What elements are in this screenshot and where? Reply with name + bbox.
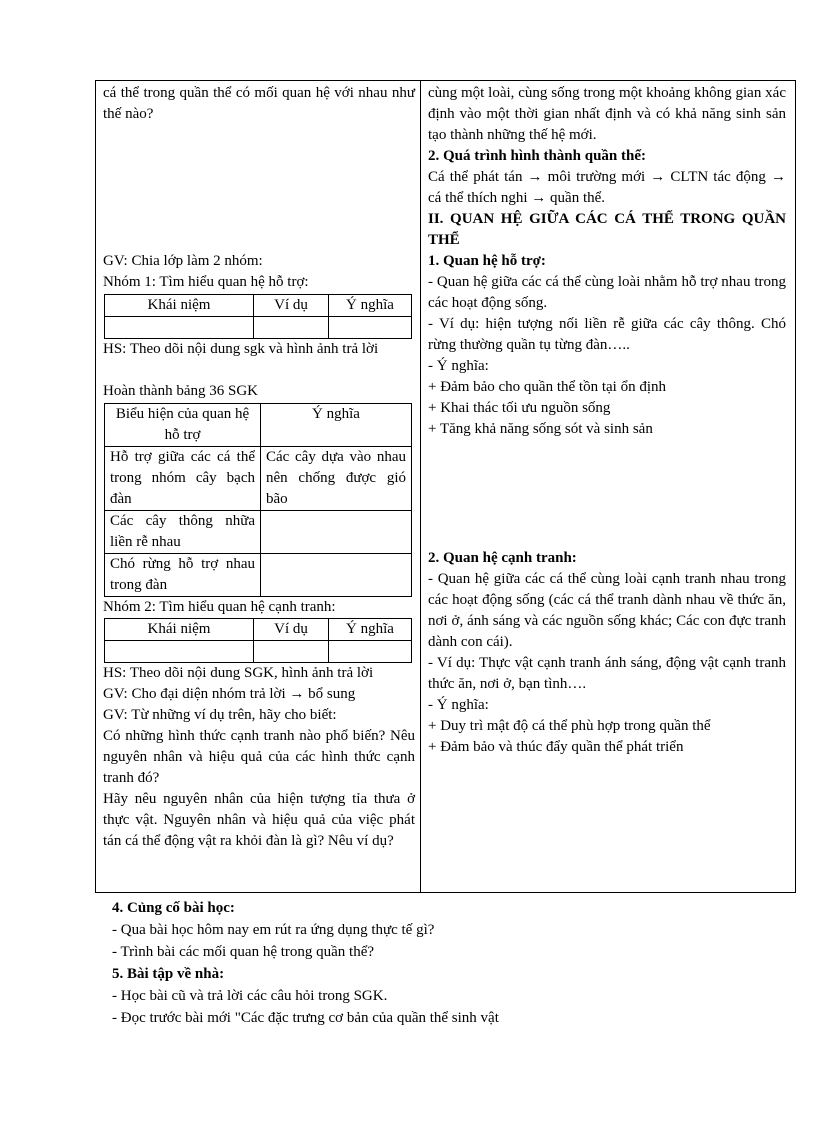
complete-table-text: Hoàn thành bảng 36 SGK xyxy=(103,383,258,399)
concept-table-2 xyxy=(104,618,412,663)
section-ii-heading: II. QUAN HỆ GIỮA CÁC CÁ THỂ TRONG QUẦN THỂ xyxy=(428,211,786,248)
gv2-text: GV: Cho đại diện nhóm trả lời → bổ sung xyxy=(103,686,356,702)
population-definition-text: cùng một loài, cùng sống trong một khoảng không gian xác định vào một thời gian nhất định và có khả năng sinh sản tạo thành những thế hệ mới. xyxy=(428,85,786,143)
group1-title: Nhóm 1: Tìm hiểu quan hệ hỗ trợ: xyxy=(103,274,309,290)
support-row1-meaning: Các cây dựa vào nhau nên chống được gió bão xyxy=(261,447,412,511)
support-row2-meaning xyxy=(261,511,412,554)
support-header-expression: Biểu hiện của quan hệ hỗ trợ xyxy=(105,404,261,447)
compete-example: - Ví dụ: Thực vật cạnh tranh ánh sáng, động vật cạnh tranh thức ăn, nơi ở, bạn tình…. xyxy=(428,655,786,692)
formation-heading: 2. Quá trình hình thành quần thể: xyxy=(428,148,646,164)
support-meaning-3: + Tăng khả năng sống sót và sinh sản xyxy=(428,421,653,437)
compete-meaning-2: + Đảm bảo và thúc đẩy quần thể phát triển xyxy=(428,739,684,755)
support-table xyxy=(104,403,412,597)
group2-title: Nhóm 2: Tìm hiểu quan hệ cạnh tranh: xyxy=(103,599,336,615)
support-meaning-1: + Đảm bảo cho quần thể tồn tại ổn định xyxy=(428,379,666,395)
consolidation-heading: 4. Củng cố bài học: xyxy=(112,900,235,916)
support-meaning-label: - Ý nghĩa: xyxy=(428,358,489,374)
header-meaning: Ý nghĩa xyxy=(329,295,412,317)
header-concept-2: Khái niệm xyxy=(105,619,254,641)
hs2-text: HS: Theo dõi nội dung SGK, hình ảnh trả lời xyxy=(103,665,374,681)
support-definition: - Quan hệ giữa các cá thể cùng loài nhằm hỗ trợ nhau trong các hoạt động sống. xyxy=(428,274,786,311)
homework-item-2: - Đọc trước bài mới "Các đặc trưng cơ bản của quần thể sinh vật xyxy=(112,1010,499,1026)
header-example-2: Ví dụ xyxy=(254,619,329,641)
compete-heading: 2. Quan hệ cạnh tranh: xyxy=(428,550,577,566)
header-meaning-2: Ý nghĩa xyxy=(329,619,412,641)
support-heading: 1. Quan hệ hỗ trợ: xyxy=(428,253,546,269)
formation-text: Cá thể phát tán → môi trường mới → CLTN tác động → cá thể thích nghi → quần thể. xyxy=(428,169,786,206)
support-header-meaning: Ý nghĩa xyxy=(261,404,412,447)
support-row2-expression: Các cây thông nhữa liền rễ nhau xyxy=(105,511,261,554)
content-column xyxy=(421,81,795,892)
consolidation-item-1: - Qua bài học hôm nay em rút ra ứng dụng thực tế gì? xyxy=(112,922,435,938)
homework-item-1: - Học bài cũ và trả lời các câu hỏi trong SGK. xyxy=(112,988,388,1004)
lesson-footer xyxy=(112,897,792,1029)
question-text: cá thể trong quần thể có mối quan hệ với nhau như thế nào? xyxy=(103,85,415,122)
gv-divide-text: GV: Chia lớp làm 2 nhóm: xyxy=(103,253,263,269)
compete-meaning-1: + Duy trì mật độ cá thể phù hợp trong quần thể xyxy=(428,718,711,734)
consolidation-item-2: - Trình bài các mối quan hệ trong quần thể? xyxy=(112,944,375,960)
support-meaning-2: + Khai thác tối ưu nguồn sống xyxy=(428,400,611,416)
compete-definition: - Quan hệ giữa các cá thể cùng loài cạnh tranh nhau trong các hoạt động sống (các cá thể tranh dành nhau về thức ăn, nơi ở, ánh sáng và các nguồn sống khác; Các con đực tranh dành con cái). xyxy=(428,571,786,650)
compete-meaning-label: - Ý nghĩa: xyxy=(428,697,489,713)
gv3-text: GV: Từ những ví dụ trên, hãy cho biết: xyxy=(103,707,337,723)
support-example: - Ví dụ: hiện tượng nối liền rễ giữa các cây thông. Chó rừng thường quần tụ từng đàn….. xyxy=(428,316,786,353)
header-concept: Khái niệm xyxy=(105,295,254,317)
hs1-text: HS: Theo dõi nội dung sgk và hình ảnh trả lời xyxy=(103,341,379,357)
question2-text: Hãy nêu nguyên nhân của hiện tượng tỉa thưa ở thực vật. Nguyên nhân và hiệu quả của việc phát tán cá thể động vật ra khỏi đàn là gì? Nêu ví dụ? xyxy=(103,791,415,849)
support-row3-meaning xyxy=(261,554,412,597)
lesson-table xyxy=(95,80,796,893)
homework-heading: 5. Bài tập về nhà: xyxy=(112,966,225,982)
concept-table-1 xyxy=(104,294,412,339)
support-row1-expression: Hỗ trợ giữa các cá thể trong nhóm cây bạch đàn xyxy=(105,447,261,511)
teacher-student-activity-column xyxy=(96,81,421,892)
question1-text: Có những hình thức cạnh tranh nào phổ biến? Nêu nguyên nhân và hiệu quả của các hình thức cạnh tranh đó? xyxy=(103,728,415,786)
support-row3-expression: Chó rừng hỗ trợ nhau trong đàn xyxy=(105,554,261,597)
header-example: Ví dụ xyxy=(254,295,329,317)
